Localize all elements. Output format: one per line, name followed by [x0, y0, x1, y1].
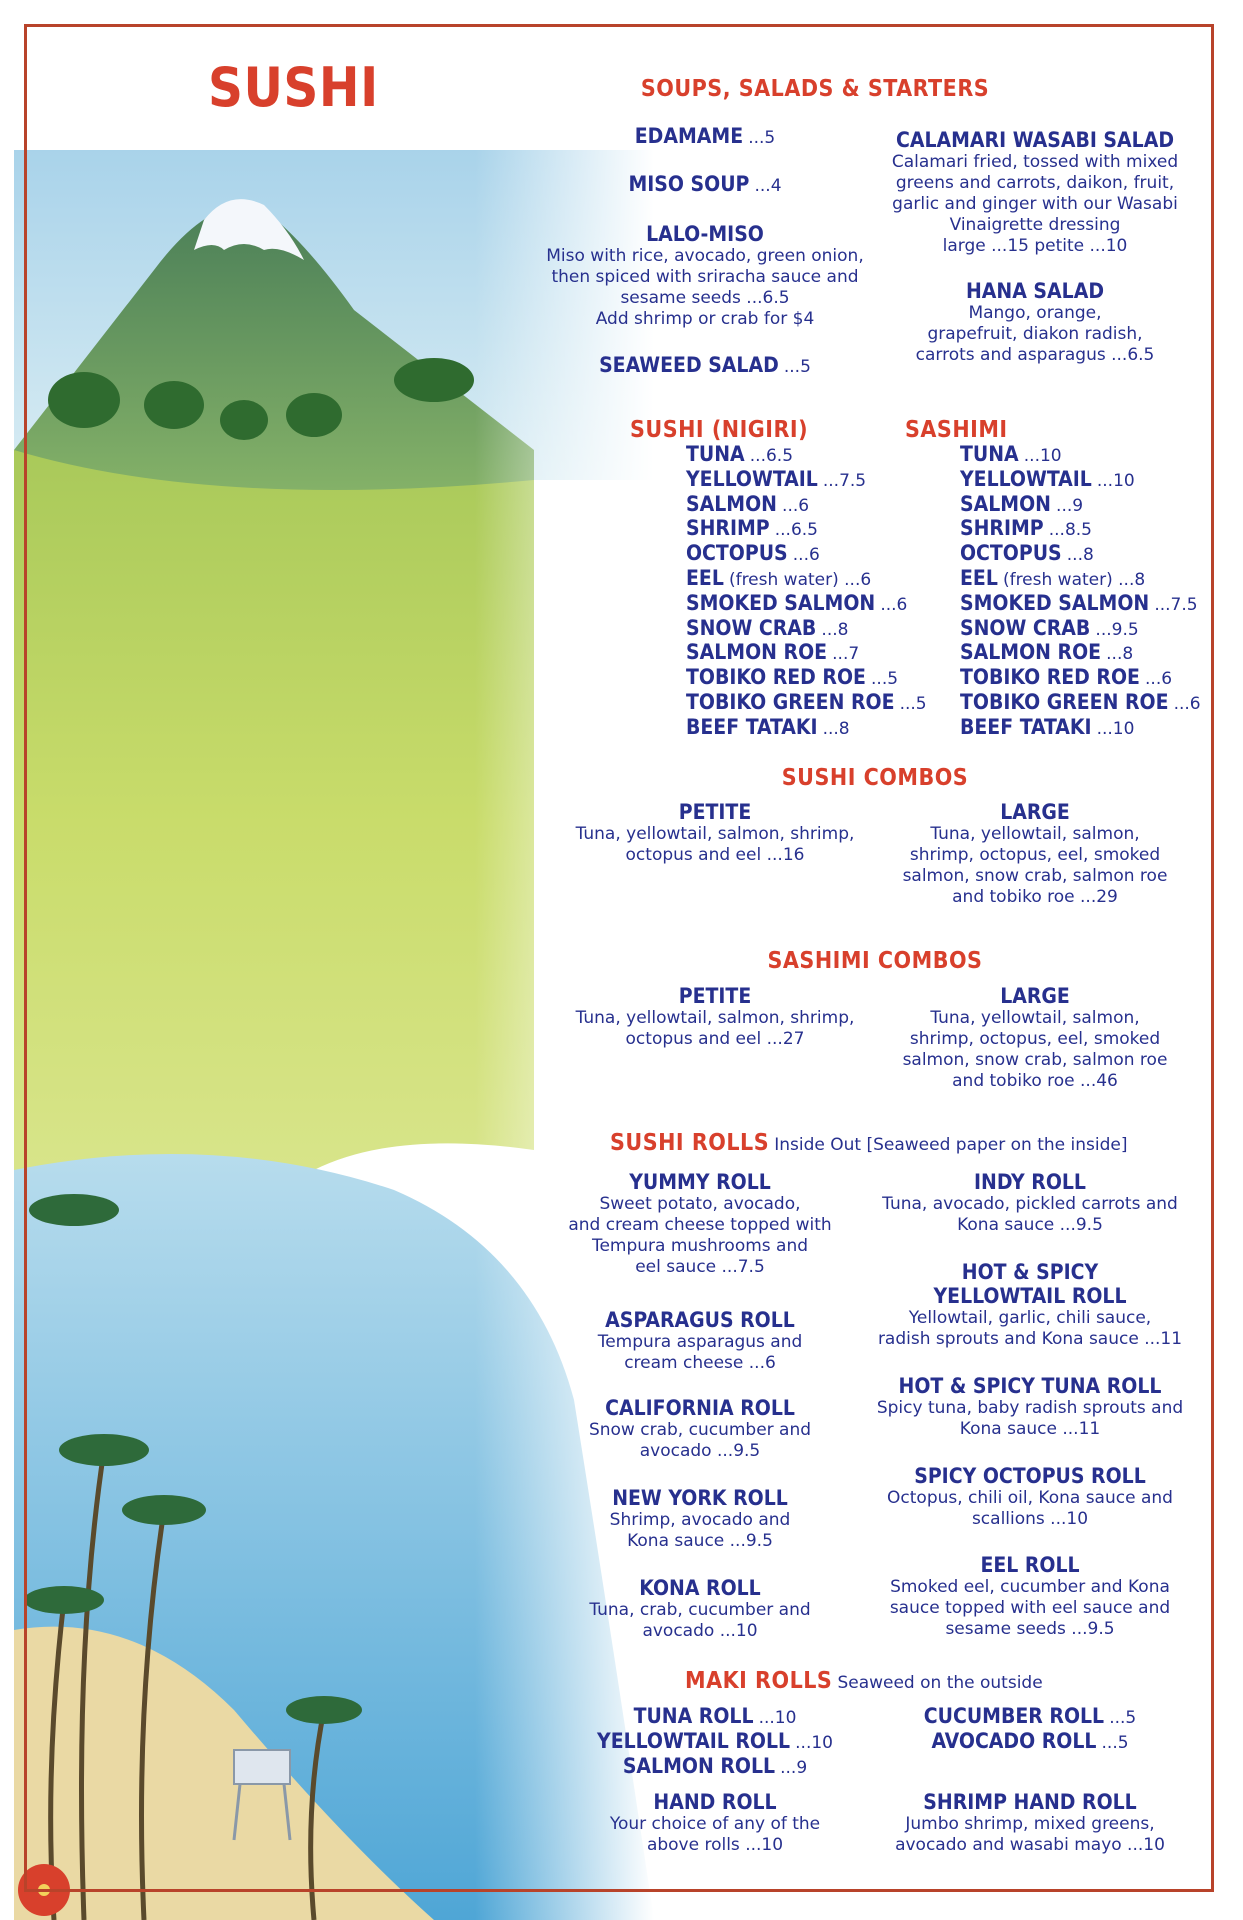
sashimi-combos-heading: SASHIMI COMBOS: [767, 948, 983, 974]
maki-rolls-subheading: Seaweed on the outside: [837, 1673, 1043, 1693]
item-name: SMOKED SALMON: [686, 590, 876, 615]
item-desc: Add shrimp or crab for $4: [595, 309, 815, 329]
sashimi-list: [960, 442, 1201, 740]
list-item: [960, 591, 1201, 616]
list-item: [960, 566, 1201, 591]
item-desc: Your choice of any of the: [609, 1814, 821, 1834]
list-item: [560, 1729, 870, 1754]
item-price: ...6: [1173, 693, 1201, 714]
item-desc: Snow crab, cucumber and: [588, 1420, 812, 1440]
sushi-combo-petite: [560, 800, 870, 866]
list-item: [960, 640, 1201, 665]
item-name: TOBIKO GREEN ROE: [960, 689, 1169, 714]
item-name: MISO SOUP: [628, 172, 750, 196]
item-price: ...7.5: [822, 470, 867, 491]
indy-roll-item: [860, 1170, 1200, 1236]
item-desc: large ...15 petite ...10: [942, 236, 1128, 256]
list-item: [686, 492, 927, 517]
item-price: ...8: [821, 619, 849, 640]
item-name: TUNA: [686, 442, 745, 466]
item-desc: Mango, orange,: [968, 303, 1102, 323]
eel-roll-item: [860, 1553, 1200, 1640]
item-desc: sauce topped with eel sauce and: [889, 1598, 1171, 1618]
list-item: [960, 541, 1201, 566]
item-desc: Spicy tuna, baby radish sprouts and: [876, 1398, 1184, 1418]
item-name: PETITE: [678, 984, 752, 1008]
item-price: ...5: [783, 357, 811, 377]
california-roll-item: [545, 1396, 855, 1462]
item-desc: Sweet potato, avocado,: [599, 1194, 801, 1214]
item-name: PETITE: [678, 800, 752, 824]
item-name: LALO-MISO: [646, 222, 764, 246]
item-name: YELLOWTAIL ROLL: [597, 1729, 791, 1753]
item-name: SALMON ROE: [960, 640, 1102, 665]
sushi-rolls-heading: SUSHI ROLLS: [610, 1130, 770, 1156]
item-name: SALMON: [686, 491, 777, 516]
item-name: SALMON ROE: [686, 640, 828, 665]
item-price: ...10: [758, 1708, 797, 1728]
item-name: SHRIMP: [960, 516, 1044, 541]
new-york-roll-item: [545, 1486, 855, 1552]
item-price: ...5: [871, 669, 899, 690]
item-price: (fresh water) ...8: [1002, 569, 1146, 590]
sashimi-combo-petite: [560, 984, 870, 1050]
item-name: TUNA: [960, 442, 1019, 466]
list-item: [960, 467, 1201, 492]
item-desc: Tuna, yellowtail, salmon, shrimp,: [575, 824, 855, 844]
item-name: EEL ROLL: [980, 1553, 1080, 1577]
item-desc: then spiced with sriracha sauce and: [551, 267, 859, 287]
item-desc: Tuna, avocado, pickled carrots and: [882, 1194, 1178, 1214]
item-name: CALAMARI WASABI SALAD: [895, 128, 1175, 152]
item-name: SHRIMP: [686, 516, 770, 541]
item-desc: salmon, snow crab, salmon roe: [902, 866, 1168, 886]
hot-spicy-tuna-roll-item: [860, 1374, 1200, 1440]
item-desc: above rolls ...10: [646, 1835, 784, 1855]
item-price: ...8: [822, 718, 850, 739]
item-name: BEEF TATAKI: [686, 714, 818, 739]
item-name: SHRIMP HAND ROLL: [923, 1790, 1137, 1814]
hot-spicy-yellowtail-roll-item: [860, 1260, 1200, 1350]
spicy-octopus-roll-item: [860, 1464, 1200, 1530]
list-item: [686, 566, 927, 591]
list-item: [860, 1729, 1200, 1754]
item-price: ...9: [1056, 495, 1084, 516]
item-desc: Octopus, chili oil, Kona sauce and: [887, 1488, 1173, 1508]
item-price: ...6.5: [774, 520, 818, 541]
item-name: LARGE: [1000, 800, 1070, 824]
sushi-combos-heading: SUSHI COMBOS: [781, 765, 969, 791]
item-name: TOBIKO GREEN ROE: [686, 689, 895, 714]
item-name: EEL: [960, 565, 998, 590]
item-name: SEAWEED SALAD: [599, 353, 779, 377]
item-price: ...8: [1106, 644, 1134, 665]
item-desc: Tempura mushrooms and: [591, 1236, 809, 1256]
item-name: SALMON ROLL: [622, 1754, 776, 1778]
item-price: ...5: [899, 693, 927, 714]
sushi-rolls-subheading: Inside Out [Seaweed paper on the inside]: [774, 1135, 1128, 1155]
list-item: [960, 715, 1201, 740]
item-name: SMOKED SALMON: [960, 590, 1150, 615]
list-item: [960, 492, 1201, 517]
item-desc: Vinaigrette dressing: [949, 215, 1121, 235]
item-price: ...6: [792, 545, 820, 566]
item-desc: avocado ...9.5: [639, 1441, 761, 1461]
sashimi-combo-large: [880, 984, 1190, 1092]
item-price: ...9.5: [1095, 619, 1139, 640]
item-name: YELLOWTAIL ROLL: [933, 1284, 1127, 1308]
item-name: YELLOWTAIL: [686, 466, 818, 491]
item-desc: carrots and asparagus ...6.5: [915, 345, 1155, 365]
item-name: HOT & SPICY: [961, 1260, 1099, 1284]
maki-right-list: [860, 1704, 1200, 1754]
item-name: YELLOWTAIL: [960, 466, 1092, 491]
item-desc: greens and carrots, daikon, fruit,: [895, 173, 1175, 193]
list-item: [960, 690, 1201, 715]
list-item: [686, 442, 927, 467]
starters-heading: SOUPS, SALADS & STARTERS: [640, 76, 990, 102]
item-price: ...4: [754, 176, 782, 196]
item-price: ...6: [1145, 669, 1173, 690]
item-name: OCTOPUS: [960, 541, 1062, 566]
item-desc: grapefruit, diakon radish,: [927, 324, 1143, 344]
item-desc: and cream cheese topped with: [568, 1215, 832, 1235]
item-name: TUNA ROLL: [633, 1704, 754, 1728]
item-price: ...7: [832, 644, 860, 665]
item-price: ...9: [780, 1758, 808, 1778]
list-item: [960, 442, 1201, 467]
item-price: ...10: [795, 1733, 833, 1753]
item-name: SALMON: [960, 491, 1051, 516]
item-name: INDY ROLL: [974, 1170, 1086, 1194]
hana-salad-item: [880, 279, 1190, 366]
item-desc: sesame seeds ...6.5: [620, 288, 790, 308]
list-item: [686, 541, 927, 566]
item-desc: Smoked eel, cucumber and Kona: [890, 1577, 1170, 1597]
item-name: AVOCADO ROLL: [931, 1729, 1097, 1753]
kona-roll-item: [545, 1576, 855, 1642]
item-desc: avocado and wasabi mayo ...10: [895, 1835, 1165, 1855]
item-price: ...6: [880, 594, 908, 615]
item-desc: Miso with rice, avocado, green onion,: [546, 246, 864, 266]
maki-left-list: [560, 1704, 870, 1779]
item-desc: shrimp, octopus, eel, smoked: [909, 845, 1161, 865]
list-item: [686, 516, 927, 541]
sushi-rolls-header: [610, 1130, 1127, 1156]
item-name: EDAMAME: [634, 124, 744, 148]
item-desc: radish sprouts and Kona sauce ...11: [877, 1329, 1183, 1349]
list-item: [560, 1704, 870, 1729]
item-desc: Kona sauce ...9.5: [627, 1531, 773, 1551]
item-price: ...8: [1066, 545, 1094, 566]
asparagus-roll-item: [545, 1308, 855, 1374]
nigiri-list: [686, 442, 927, 740]
edamame-item: [555, 124, 855, 148]
lalo-miso-item: [535, 222, 875, 330]
item-name: EEL: [686, 565, 724, 590]
list-item: [960, 665, 1201, 690]
seaweed-salad-item: [555, 353, 855, 377]
item-desc: shrimp, octopus, eel, smoked: [909, 1029, 1161, 1049]
list-item: [686, 665, 927, 690]
item-desc: salmon, snow crab, salmon roe: [902, 1050, 1168, 1070]
item-name: SNOW CRAB: [686, 615, 817, 640]
item-name: TOBIKO RED ROE: [960, 665, 1140, 690]
item-price: ...10: [1096, 718, 1135, 739]
item-name: CUCUMBER ROLL: [923, 1704, 1105, 1728]
item-desc: Tuna, yellowtail, salmon,: [930, 1008, 1140, 1028]
list-item: [686, 467, 927, 492]
item-desc: Tempura asparagus and: [597, 1332, 803, 1352]
list-item: [860, 1704, 1200, 1729]
item-desc: Calamari fried, tossed with mixed: [891, 152, 1179, 172]
sashimi-heading: SASHIMI: [905, 417, 1008, 443]
item-name: TOBIKO RED ROE: [686, 665, 866, 690]
list-item: [960, 616, 1201, 641]
item-name: KONA ROLL: [639, 1576, 761, 1600]
item-desc: eel sauce ...7.5: [635, 1257, 765, 1277]
item-name: YUMMY ROLL: [629, 1170, 771, 1194]
list-item: [686, 640, 927, 665]
maki-rolls-heading: MAKI ROLLS: [685, 1668, 833, 1694]
list-item: [686, 616, 927, 641]
item-desc: Tuna, crab, cucumber and: [589, 1600, 811, 1620]
shrimp-hand-roll-item: [860, 1790, 1200, 1856]
hand-roll-item: [560, 1790, 870, 1856]
yummy-roll-item: [545, 1170, 855, 1278]
nigiri-heading: SUSHI (NIGIRI): [630, 417, 809, 443]
item-name: HAND ROLL: [653, 1790, 777, 1814]
item-name: ASPARAGUS ROLL: [605, 1308, 795, 1332]
item-name: SPICY OCTOPUS ROLL: [914, 1464, 1146, 1488]
maki-rolls-header: [685, 1668, 1043, 1694]
item-desc: Jumbo shrimp, mixed greens,: [905, 1814, 1155, 1834]
list-item: [686, 591, 927, 616]
item-price: ...10: [1023, 446, 1062, 466]
item-desc: cream cheese ...6: [624, 1353, 776, 1373]
item-desc: and tobiko roe ...46: [952, 1071, 1118, 1091]
item-desc: sesame seeds ...9.5: [945, 1619, 1115, 1639]
item-desc: Kona sauce ...11: [959, 1419, 1101, 1439]
item-price: ...6: [782, 495, 810, 516]
item-name: LARGE: [1000, 984, 1070, 1008]
item-name: OCTOPUS: [686, 541, 788, 566]
item-name: SNOW CRAB: [960, 615, 1091, 640]
page-title: SUSHI: [208, 56, 379, 119]
item-price: ...5: [1109, 1708, 1137, 1728]
item-name: HANA SALAD: [965, 279, 1105, 303]
calamari-item: [880, 128, 1190, 257]
item-desc: garlic and ginger with our Wasabi: [892, 194, 1178, 214]
item-desc: Tuna, yellowtail, salmon,: [930, 824, 1140, 844]
item-name: NEW YORK ROLL: [612, 1486, 788, 1510]
list-item: [960, 516, 1201, 541]
item-desc: avocado ...10: [642, 1621, 758, 1641]
list-item: [686, 690, 927, 715]
item-price: ...5: [748, 128, 776, 148]
item-desc: Kona sauce ...9.5: [957, 1215, 1103, 1235]
list-item: [560, 1754, 870, 1779]
item-desc: octopus and eel ...16: [625, 845, 805, 865]
item-price: (fresh water) ...6: [728, 569, 872, 590]
item-name: HOT & SPICY TUNA ROLL: [898, 1374, 1162, 1398]
item-price: ...6.5: [749, 446, 794, 466]
item-price: ...8.5: [1048, 520, 1092, 541]
item-price: ...10: [1096, 470, 1135, 491]
item-desc: Shrimp, avocado and: [609, 1510, 791, 1530]
item-desc: Yellowtail, garlic, chili sauce,: [908, 1308, 1152, 1328]
sushi-combo-large: [880, 800, 1190, 908]
list-item: [686, 715, 927, 740]
item-desc: and tobiko roe ...29: [952, 887, 1118, 907]
item-price: ...5: [1101, 1733, 1129, 1753]
item-desc: Tuna, yellowtail, salmon, shrimp,: [575, 1008, 855, 1028]
miso-soup-item: [555, 172, 855, 196]
item-name: BEEF TATAKI: [960, 714, 1092, 739]
item-price: ...7.5: [1154, 594, 1198, 615]
item-name: CALIFORNIA ROLL: [605, 1396, 795, 1420]
item-desc: octopus and eel ...27: [625, 1029, 805, 1049]
item-desc: scallions ...10: [971, 1509, 1089, 1529]
